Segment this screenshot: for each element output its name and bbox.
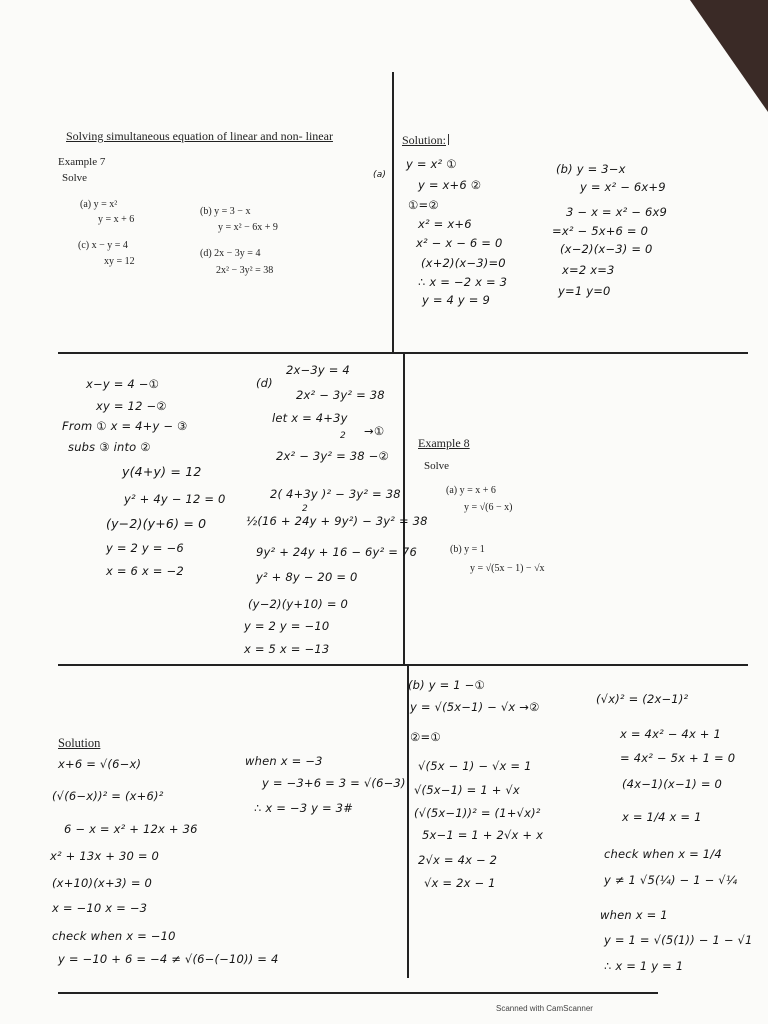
sol7a-line7: ∴ x = −2 x = 3 bbox=[418, 275, 508, 289]
sol8a-line5: (x+10)(x+3) = 0 bbox=[52, 876, 153, 890]
example8-b2: y = √(5x − 1) − √x bbox=[470, 563, 545, 574]
sol8a-line2: (√(6−x))² = (x+6)² bbox=[52, 789, 164, 803]
example7-d1: (d) 2x − 3y = 4 bbox=[200, 248, 261, 259]
example8-b1: (b) y = 1 bbox=[450, 544, 485, 555]
sol7c-line6: y² + 4y − 12 = 0 bbox=[124, 492, 226, 506]
example7-a1: (a) y = x² bbox=[80, 199, 118, 210]
sol7d-line10: y = 2 y = −10 bbox=[244, 619, 330, 633]
sol7d-line5: 2( 4+3y )² − 3y² = 38 bbox=[270, 487, 401, 501]
sol8a-right2: y = −3+6 = 3 = √(6−3) bbox=[262, 776, 406, 790]
sol7a-line3: ①=② bbox=[408, 198, 439, 212]
sol7d-tag: (d) bbox=[256, 376, 273, 390]
sol7c-line1: x−y = 4 −① bbox=[86, 377, 160, 391]
sol7c-line5: y(4+y) = 12 bbox=[122, 464, 202, 479]
solution-heading bbox=[402, 133, 449, 148]
sol8a-right1: when x = −3 bbox=[245, 754, 323, 768]
example8-label: Example 8 bbox=[418, 436, 470, 450]
sol7d-line4: 2x² − 3y² = 38 −② bbox=[276, 449, 389, 463]
sol8a-line3: 6 − x = x² + 12x + 36 bbox=[64, 822, 198, 836]
example8-a2: y = √(6 − x) bbox=[464, 502, 513, 513]
sol8b-right4: (4x−1)(x−1) = 0 bbox=[622, 777, 723, 791]
example7-b2: y = x² − 6x + 9 bbox=[218, 222, 278, 233]
sol7d-line3: let x = 4+3y bbox=[272, 411, 348, 425]
divider-horizontal-3 bbox=[58, 992, 658, 994]
sol7d-line8: y² + 8y − 20 = 0 bbox=[256, 570, 358, 584]
page-corner-shadow bbox=[690, 0, 768, 112]
sol8a-line6: x = −10 x = −3 bbox=[52, 901, 148, 915]
sol8b-line5: √(5x−1) = 1 + √x bbox=[414, 783, 520, 797]
example7-a2: y = x + 6 bbox=[98, 214, 135, 225]
sol7b-line7: y=1 y=0 bbox=[558, 284, 611, 298]
sol8b-right3: = 4x² − 5x + 1 = 0 bbox=[620, 751, 736, 765]
sol8a-line7: check when x = −10 bbox=[52, 929, 176, 943]
solution-heading-text: Solution: bbox=[402, 133, 447, 147]
divider-vertical-middle bbox=[403, 354, 405, 666]
sol8a-line8: y = −10 + 6 = −4 ≠ √(6−(−10)) = 4 bbox=[58, 952, 279, 966]
example7-c1: (c) x − y = 4 bbox=[78, 240, 128, 251]
sol8a-line4: x² + 13x + 30 = 0 bbox=[50, 849, 160, 863]
sol8b-right6: check when x = 1/4 bbox=[604, 847, 722, 861]
example7-b1: (b) y = 3 − x bbox=[200, 206, 251, 217]
sol7a-line2: y = x+6 ② bbox=[418, 178, 482, 192]
sol7b-line4: =x² − 5x+6 = 0 bbox=[552, 224, 649, 238]
sol8b-line6: (√(5x−1))² = (1+√x)² bbox=[414, 806, 541, 820]
sol7b-line6: x=2 x=3 bbox=[562, 263, 615, 277]
text-cursor bbox=[448, 134, 449, 145]
sol7b-line1: (b) y = 3−x bbox=[556, 162, 626, 176]
sol8b-line8: 2√x = 4x − 2 bbox=[418, 853, 498, 867]
scanned-watermark: Scanned with CamScanner bbox=[496, 1004, 593, 1013]
sol8b-line9: √x = 2x − 1 bbox=[424, 876, 496, 890]
sol7d-line11: x = 5 x = −13 bbox=[244, 642, 330, 656]
example7-solve: Solve bbox=[62, 172, 88, 184]
sol7d-line6: ½(16 + 24y + 9y²) − 3y² = 38 bbox=[246, 514, 428, 528]
sol8b-line1: (b) y = 1 −① bbox=[408, 678, 485, 692]
sol7c-line3: From ① x = 4+y − ③ bbox=[62, 419, 188, 433]
sol7a-line6: (x+2)(x−3)=0 bbox=[421, 256, 506, 270]
sol7d-line2: 2x² − 3y² = 38 bbox=[296, 388, 385, 402]
sol7d-line5b: 2 bbox=[302, 504, 308, 514]
sol8a-heading: Solution bbox=[58, 736, 101, 750]
sol7b-line5: (x−2)(x−3) = 0 bbox=[560, 242, 653, 256]
sol8b-right8: when x = 1 bbox=[600, 908, 668, 922]
sol8b-right5: x = 1/4 x = 1 bbox=[622, 810, 702, 824]
example7-label: Example 7 bbox=[58, 156, 106, 168]
sol7d-line3c: →① bbox=[364, 424, 385, 438]
sol7b-line2: y = x² − 6x+9 bbox=[580, 180, 666, 194]
sol7d-line7: 9y² + 24y + 16 − 6y² = 76 bbox=[256, 545, 417, 559]
sol7c-line2: xy = 12 −② bbox=[96, 399, 167, 413]
divider-vertical-top bbox=[392, 72, 394, 354]
sol8b-right7: y ≠ 1 √5(¼) − 1 − √¼ bbox=[604, 873, 738, 887]
sol8b-right2: x = 4x² − 4x + 1 bbox=[620, 727, 722, 741]
sol7d-line1: 2x−3y = 4 bbox=[286, 363, 350, 377]
sol7a-line1: y = x² ① bbox=[406, 157, 457, 171]
sol8b-line2: y = √(5x−1) − √x →② bbox=[410, 700, 540, 714]
sol7a-line8: y = 4 y = 9 bbox=[422, 293, 490, 307]
sol7b-line3: 3 − x = x² − 6x9 bbox=[566, 205, 668, 219]
sol7c-line8: y = 2 y = −6 bbox=[106, 541, 184, 555]
sol8b-line3: ②=① bbox=[410, 730, 441, 744]
divider-vertical-bottom bbox=[407, 666, 409, 978]
sol7c-line7: (y−2)(y+6) = 0 bbox=[106, 516, 207, 531]
example8-a1: (a) y = x + 6 bbox=[446, 485, 496, 496]
sol8b-right9: y = 1 = √(5(1)) − 1 − √1 bbox=[604, 933, 753, 947]
sol8b-right10: ∴ x = 1 y = 1 bbox=[604, 959, 684, 973]
sol8b-line4: √(5x − 1) − √x = 1 bbox=[418, 759, 532, 773]
sol7c-line4: subs ③ into ② bbox=[68, 440, 151, 454]
sol7d-line3b: 2 bbox=[340, 431, 346, 441]
example7-d2: 2x² − 3y² = 38 bbox=[216, 265, 274, 276]
sol8b-line7: 5x−1 = 1 + 2√x + x bbox=[422, 828, 544, 842]
sol7a-line4: x² = x+6 bbox=[418, 217, 472, 231]
page-title: Solving simultaneous equation of linear and non- linear bbox=[66, 129, 333, 143]
example7-c2: xy = 12 bbox=[104, 256, 135, 267]
sol8b-right1: (√x)² = (2x−1)² bbox=[596, 692, 689, 706]
sol7d-line9: (y−2)(y+10) = 0 bbox=[248, 597, 349, 611]
sol7a-tag: (a) bbox=[373, 170, 387, 180]
sol7a-line5: x² − x − 6 = 0 bbox=[416, 236, 503, 250]
sol8a-line1: x+6 = √(6−x) bbox=[58, 757, 142, 771]
sol8a-right3: ∴ x = −3 y = 3# bbox=[254, 801, 354, 815]
example8-solve: Solve bbox=[424, 460, 450, 472]
divider-horizontal-2 bbox=[58, 664, 748, 666]
sol7c-line9: x = 6 x = −2 bbox=[106, 564, 184, 578]
